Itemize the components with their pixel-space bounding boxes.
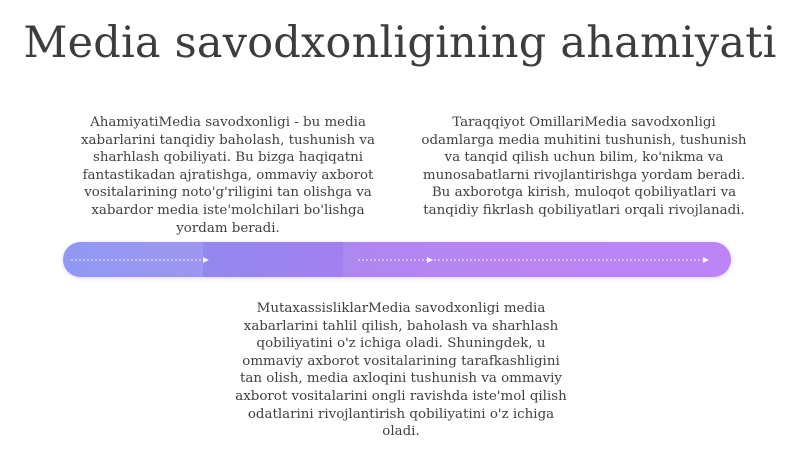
text-block-specialties: MutaxassisliklarMedia savodxonligi media xabarlarini tahlil qilish, baholash va sharhlash qobiliyatini o'z ichiga oladi. Shuningdek, u ommaviy axborot vositalarining tarafkashligini tan olish, media axloqini tushunish va ommaviy axborot vositalarini ongli ravishda iste'mol qilish odatlarini rivojlantirish qobiliyatini o'z ichiga oladi. xyxy=(235,301,567,440)
slide-title: Media savodxonligining ahamiyati xyxy=(23,18,777,68)
arrow-icon xyxy=(703,257,709,263)
timeline-bar xyxy=(63,242,731,277)
arrow-icon xyxy=(203,257,209,263)
text-block-importance: AhamiyatiMedia savodxonligi - bu media xabarlarini tanqidiy baholash, tushunish va sharhlash qobiliyati. Bu bizga haqiqatni fantastikadan ajratishga, ommaviy axborot vositalarining noto'g'riligini tan olishga va xabardor media iste'molchilari bo'lishga yordam beradi. xyxy=(81,115,375,236)
timeline-arrows xyxy=(63,242,731,277)
text-block-development-factors: Taraqqiyot OmillariMedia savodxonligi odamlarga media muhitini tushunish, tushunish va tanqid qilish uchun bilim, ko'nikma va munosabatlarni rivojlantirishga yordam beradi. Bu axborotga kirish, muloqot qobiliyatlari va tanqidiy fikrlash qobiliyatlari orqali rivojlanadi. xyxy=(421,115,747,218)
arrow-icon xyxy=(427,257,433,263)
